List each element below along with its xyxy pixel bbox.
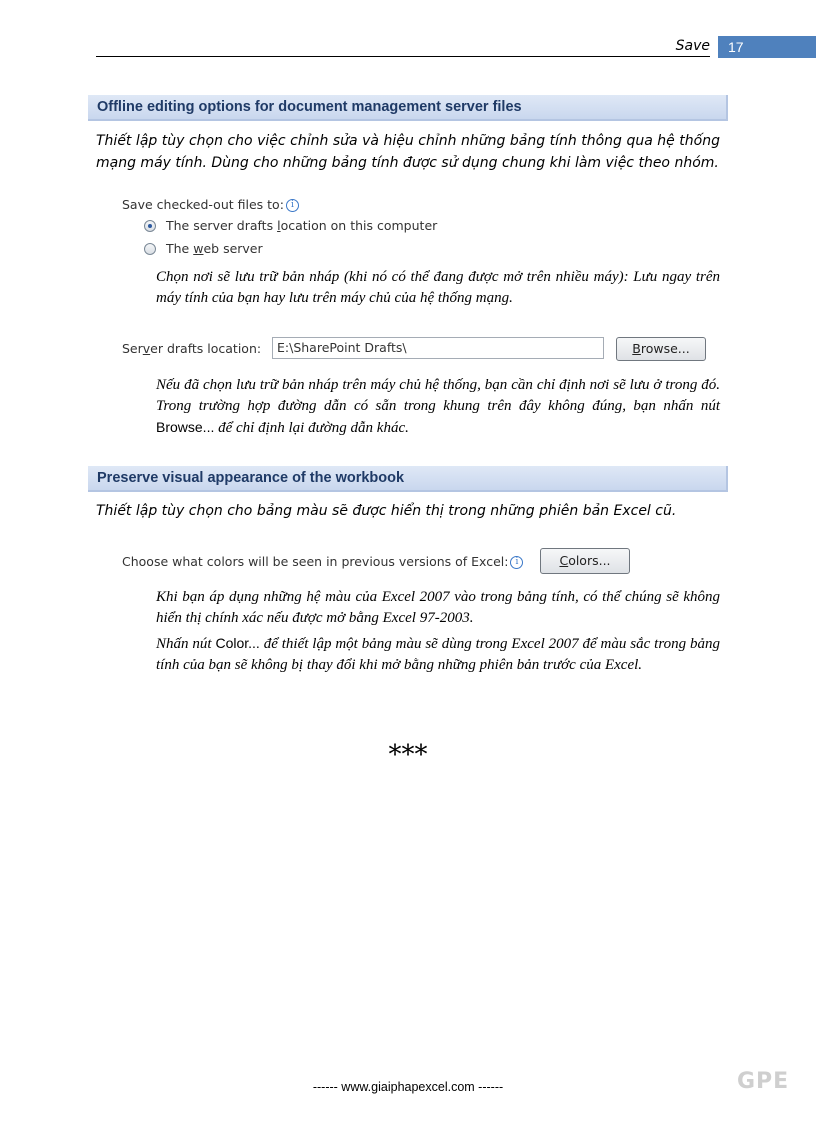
section2-desc1: Khi bạn áp dụng những hệ màu của Excel 2007 vào trong bảng tính, có thể chúng sẽ không hiển thị chính xác nếu được mở bằng Excel 97-2003. xyxy=(156,589,720,626)
radio-server-drafts-label[interactable]: The server drafts location on this computer xyxy=(166,218,438,233)
info-icon: i xyxy=(510,556,523,569)
info-icon: i xyxy=(286,199,299,212)
page-number: 17 xyxy=(718,36,816,58)
header-title: Save xyxy=(675,38,710,54)
colors-button[interactable]: Colors... xyxy=(540,548,630,574)
radio-web-server-label[interactable]: The web server xyxy=(166,241,263,256)
section2-intro: Thiết lập tùy chọn cho bảng màu sẽ được hiển thị trong những phiên bản Excel cũ. xyxy=(96,503,677,519)
save-checked-out-text: Save checked-out files to: xyxy=(122,197,284,212)
browse-button[interactable]: Browse... xyxy=(616,337,706,361)
section1-intro: Thiết lập tùy chọn cho việc chỉnh sửa và hiệu chỉnh những bảng tính thông qua hệ thống mạng máy tính. Dùng cho những bảng tính được sử dụng chung khi làm việc theo nhóm. xyxy=(96,133,720,171)
server-drafts-location-input[interactable]: E:\SharePoint Drafts\ xyxy=(272,337,604,359)
radio-web-server[interactable] xyxy=(144,243,156,255)
save-checked-out-label xyxy=(122,197,299,212)
section1-desc1: Chọn nơi sẽ lưu trữ bản nháp (khi nó có thể đang được mở trên nhiều máy): Lưu ngay trên máy tính của bạn hay lưu trên máy chủ của hệ thống mạng. xyxy=(156,269,720,306)
footer-website: ------ www.giaiphapexcel.com ------ xyxy=(312,1080,504,1094)
gpe-logo: GPE xyxy=(737,1069,790,1094)
radio-server-drafts[interactable] xyxy=(144,220,156,232)
section-heading-offline-editing: Offline editing options for document management server files xyxy=(88,95,728,121)
section-heading-visual-appearance: Preserve visual appearance of the workbook xyxy=(88,466,728,492)
server-drafts-location-label: Server drafts location: xyxy=(122,341,262,356)
header-rule xyxy=(96,56,710,57)
section-separator: *** xyxy=(388,740,428,770)
section1-desc2: Nếu đã chọn lưu trữ bản nháp trên máy chủ hệ thống, bạn cần chỉ định nơi sẽ lưu ở trong đó. Trong trường hợp đường dẫn có sẵn trong khung trên đây không đúng, bạn nhấn nút Browse... để chỉ định lại đường dẫn khác. xyxy=(156,377,720,436)
section2-desc2: Nhấn nút Color... để thiết lập một bảng màu sẽ dùng trong Excel 2007 để màu sắc trong bảng tính của bạn sẽ không bị thay đổi khi mở bằng những phiên bản trước của Excel. xyxy=(156,635,720,673)
colors-label: Choose what colors will be seen in previous versions of Excel: i xyxy=(122,554,523,569)
